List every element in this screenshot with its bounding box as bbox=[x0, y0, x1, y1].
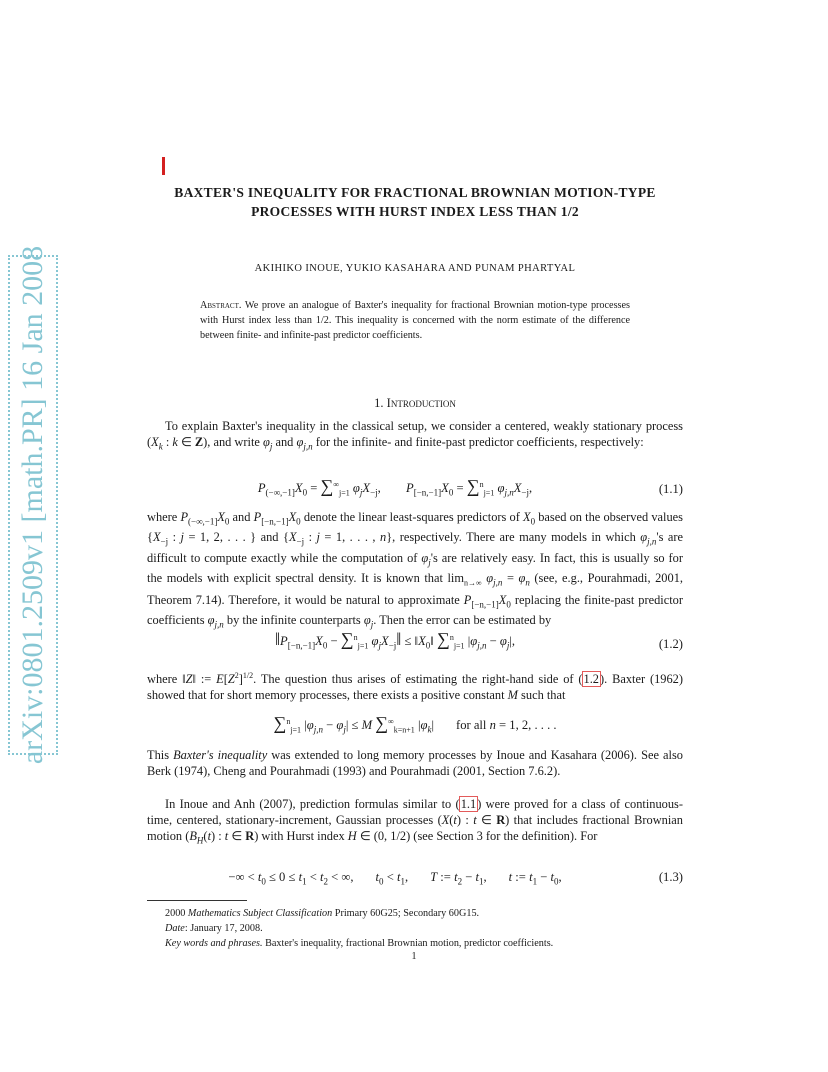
section-heading bbox=[150, 396, 680, 411]
footnote-msc-text: Primary 60G25; Secondary 60G15. bbox=[334, 908, 480, 919]
arxiv-stamp bbox=[8, 245, 58, 765]
footnote-date-text: : January 17, 2008. bbox=[184, 923, 263, 934]
section-title: Introduction bbox=[386, 396, 456, 410]
equation-1-3-body: −∞ < $t_0 \le 0 \le t_1 < t_2$ < ∞, $t_0 < t_1$, T := $t_2 - t_1$, t := $t_1 - t_0$, bbox=[228, 870, 562, 887]
arxiv-stamp-text: arXiv:0801.2509v1 [math.PR] 16 Jan 2008 bbox=[16, 245, 49, 765]
footnote-keywords-text: Baxter's inequality, fractional Brownian motion, predictor coefficients. bbox=[265, 938, 554, 949]
intro-paragraph-5: In Inoue and Anh (2007), prediction formulas similar to (1.1) were proved for a class of continuous-time, centered, stationary-increment, Gaussian processes (X(t) : t ∈ R) that includes fractional Brownian motion ($B_H(t)$ : t ∈ R) with Hurst index H ∈ (0, 1/2) (see Section 3 for the definition). For bbox=[147, 797, 683, 846]
footnote-divider bbox=[147, 900, 247, 901]
equation-number-1-1: (1.1) bbox=[658, 482, 683, 496]
intro-paragraph-3: where ‖Z‖ := $E[Z^2]^{1/2}$. The question thus arises of estimating the right-hand side of (1.2). Baxter (1962) showed that for short memory processes, there exists a positive constant M such that bbox=[147, 671, 683, 703]
intro-paragraph-4: This Baxter's inequality was extended to long memory processes by Inoue and Kasahara (2006). See also Berk (1974), Cheng and Pourahmadi (1993) and Pourahmadi (2001, Section 7.6.2). bbox=[147, 748, 683, 778]
footnote-keywords bbox=[165, 936, 685, 951]
equation-1-1-body: $P_{(-\infty,-1]}X_0 = \sum^\infty_{j=1}$ $\varphi_jX_{-j}$, $P_{[-n,-1]}X_0 = \sum^n_{j=1}$ $\varphi_{j,n}X_{-j}$, bbox=[257, 476, 533, 498]
footnote-date-label: Date bbox=[165, 923, 185, 934]
footnote-keywords-label: Key words and phrases. bbox=[165, 938, 263, 949]
equation-1-1 bbox=[147, 476, 683, 502]
equation-baxter-body: ∑$^n_{j=1}$ $|\varphi_{j,n} - \varphi_j| \le M$ $\sum^\infty_{k=n+1}$ $|\varphi_k|$ for all n = 1, 2, . . . . bbox=[273, 713, 557, 735]
abstract bbox=[200, 298, 630, 343]
ref-link-1-1[interactable]: 1.1 bbox=[460, 797, 477, 811]
footnote-msc bbox=[165, 906, 685, 921]
footnotes bbox=[165, 906, 685, 951]
equation-number-1-2: (1.2) bbox=[658, 637, 683, 651]
abstract-text: We prove an analogue of Baxter's inequality for fractional Brownian motion-type processes with Hurst index less than 1/2. This inequality is concerned with the norm estimate of the difference between finite- and infinite-past predictor coefficients. bbox=[200, 300, 630, 341]
intro-paragraph-2: where $P_{(-\infty,-1]}X_0$ and $P_{[-n,-1]}X_0$ denote the linear least-squares predictors of $X_0$ based on the observed values {$X_{-j}$ : j = 1, 2, . . . } and {$X_{-j}$ : j = 1, . . . , n}, respectively. There are many models in which $\varphi_{j,n}'s$ are difficult to compute exactly while the computation of $\varphi_j's$ are relatively easy. In fact, this is usually so for the models with explicit spectral density. It is known that $\lim_{n\to\infty} \varphi_{j,n} = \varphi_n$ (see, e.g., Pourahmadi, 2001, Theorem 7.14). Therefore, it would be natural to approximate $P_{[-n,-1]}X_0$ replacing the finite-past predictor coefficients $\varphi_{j,n}$ by the infinite counterparts $\varphi_j$. Then the error can be estimated by bbox=[147, 510, 684, 630]
intro-paragraph-1: To explain Baxter's inequality in the classical setup, we consider a centered, weakly stationary process ($X_k$ : k ∈ Z), and write $\varphi_j$ and $\varphi_{j,n}$ for the infinite- and finite-past predictor coefficients, respectively: bbox=[147, 419, 683, 452]
page-number: 1 bbox=[411, 951, 417, 962]
ref-link-1-2[interactable]: 1.2 bbox=[583, 672, 600, 687]
equation-number-1-3: (1.3) bbox=[658, 870, 683, 884]
section-number: 1. bbox=[374, 396, 384, 410]
equation-1-2-body: $‖P_{[-n,-1]}X_0 - \sum^n_{j=1}$ $\varphi_jX_{-j}‖$ ≤ $‖X_0‖$ ∑$^n_{j=1}$ $|\varphi_{j,n} - \varphi_j|$, bbox=[274, 629, 516, 651]
text-cursor-marker bbox=[162, 157, 165, 175]
equation-baxter bbox=[147, 713, 683, 741]
equation-1-3 bbox=[147, 870, 683, 890]
equation-1-2 bbox=[147, 629, 683, 657]
footnote-date bbox=[165, 921, 685, 936]
paper-authors: AKIHIKO INOUE, YUKIO KASAHARA AND PUNAM PHARTYAL bbox=[254, 263, 576, 274]
footnote-msc-label: Mathematics Subject Classification bbox=[187, 908, 333, 919]
abstract-label: Abstract. bbox=[200, 300, 242, 311]
paper-title: BAXTER'S INEQUALITY FOR FRACTIONAL BROWNIAN MOTION-TYPE PROCESSES WITH HURST INDEX LESS THAN 1/2 bbox=[174, 185, 656, 219]
footnote-msc-year: 2000 bbox=[165, 908, 186, 919]
